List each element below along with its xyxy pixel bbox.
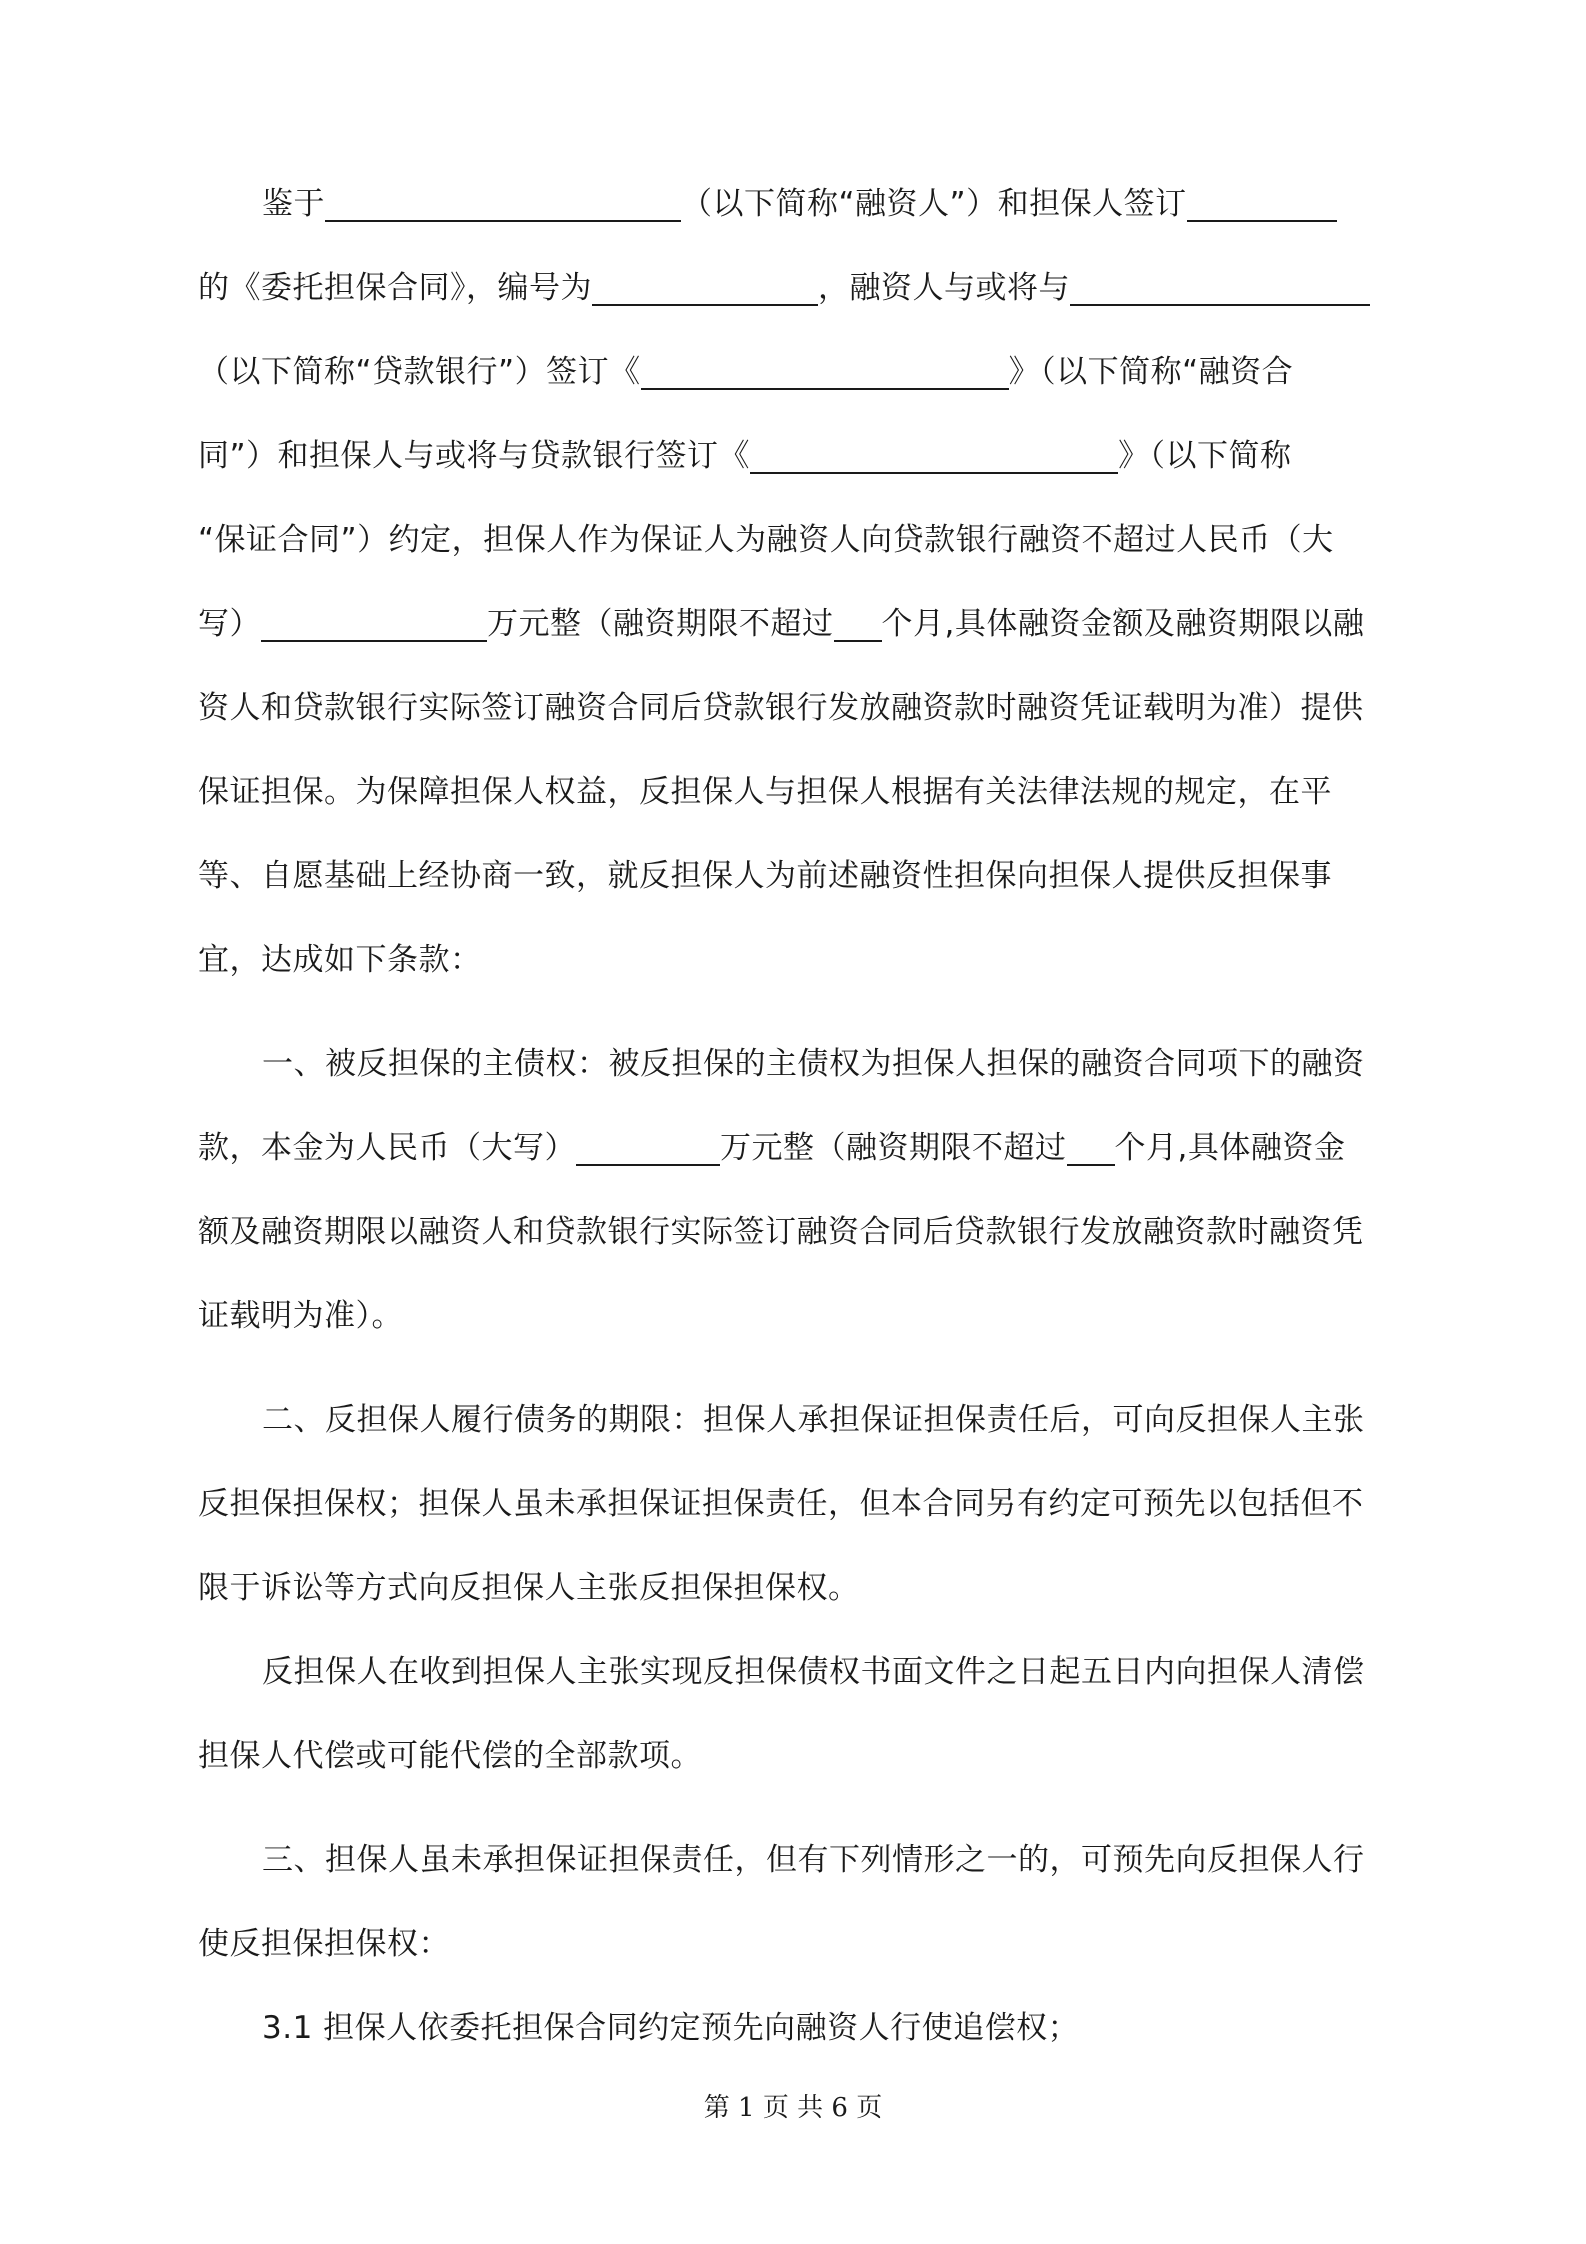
clause1-text: 个月,具体融资金 — [1114, 1130, 1346, 1166]
clause3-line-2: 使反担保担保权： — [198, 1926, 450, 1962]
amount-blank — [261, 606, 487, 642]
financing-contract-name-blank — [641, 354, 1009, 390]
intro-text: 万元整（融资期限不超过 — [487, 606, 834, 642]
intro-text: 鉴于 — [262, 186, 325, 222]
intro-line-6 — [198, 604, 1398, 644]
intro-line-9: 等、自愿基础上经协商一致，就反担保人为前述融资性担保向担保人提供反担保事 — [198, 858, 1332, 894]
intro-line-5: “保证合同”）约定，担保人作为保证人为融资人向贷款银行融资不超过人民币（大 — [198, 522, 1334, 558]
intro-line-4 — [198, 436, 1398, 476]
intro-text: 个月,具体融资金额及融资期限以融 — [881, 606, 1365, 642]
clause2-para2-line-1: 反担保人在收到担保人主张实现反担保债权书面文件之日起五日内向担保人清偿 — [262, 1654, 1365, 1690]
intro-text: （以下简称“融资人”）和担保人签订 — [681, 186, 1187, 222]
intro-text: 写） — [198, 606, 261, 642]
clause3-item-3-1: 3.1 担保人依委托担保合同约定预先向融资人行使追偿权； — [262, 2010, 1080, 2046]
intro-line-3 — [198, 352, 1398, 392]
clause1-text: 万元整（融资期限不超过 — [720, 1130, 1067, 1166]
principal-term-months-blank — [1067, 1130, 1115, 1166]
intro-text: 同”）和担保人与或将与贷款银行签订《 — [198, 438, 751, 474]
intro-text: 》（以下简称 — [1118, 438, 1292, 474]
clause1-line-3: 额及融资期限以融资人和贷款银行实际签订融资合同后贷款银行发放融资款时融资凭 — [198, 1214, 1364, 1250]
clause3-line-1: 三、担保人虽未承担保证担保责任，但有下列情形之一的，可预先向反担保人行 — [262, 1842, 1365, 1878]
clause1-line-2 — [198, 1128, 1398, 1168]
intro-line-7: 资人和贷款银行实际签订融资合同后贷款银行发放融资款时融资凭证载明为准）提供 — [198, 690, 1364, 726]
guarantee-contract-name-blank — [750, 438, 1118, 474]
intro-text: 》（以下简称“融资合 — [1008, 354, 1294, 390]
intro-text: ，融资人与或将与 — [818, 270, 1070, 306]
intro-text: 的《委托担保合同》，编号为 — [198, 270, 592, 306]
clause2-line-3: 限于诉讼等方式向反担保人主张反担保担保权。 — [198, 1570, 860, 1606]
clause2-line-2: 反担保担保权；担保人虽未承担保证担保责任，但本合同另有约定可预先以包括但不 — [198, 1486, 1364, 1522]
intro-line-1 — [262, 184, 1462, 224]
financier-name-blank — [325, 186, 681, 222]
page-number-footer: 第 1 页 共 6 页 — [703, 2093, 883, 2123]
intro-text: （以下简称“贷款银行”）签订《 — [198, 354, 641, 390]
term-months-blank — [834, 606, 882, 642]
clause1-text: 款，本金为人民币（大写） — [198, 1130, 576, 1166]
clause1-line-4: 证载明为准）。 — [198, 1298, 403, 1334]
intro-line-10: 宜，达成如下条款： — [198, 942, 482, 978]
clause2-line-1: 二、反担保人履行债务的期限：担保人承担保证担保责任后，可向反担保人主张 — [262, 1402, 1365, 1438]
bank-name-blank — [1070, 270, 1370, 306]
intro-line-8: 保证担保。为保障担保人权益，反担保人与担保人根据有关法律法规的规定，在平 — [198, 774, 1332, 810]
sign-date-blank — [1187, 186, 1337, 222]
clause1-line-1: 一、被反担保的主债权：被反担保的主债权为担保人担保的融资合同项下的融资 — [262, 1046, 1365, 1082]
contract-number-blank — [592, 270, 818, 306]
intro-line-2 — [198, 268, 1398, 308]
principal-amount-blank — [576, 1130, 720, 1166]
clause2-para2-line-2: 担保人代偿或可能代偿的全部款项。 — [198, 1738, 702, 1774]
